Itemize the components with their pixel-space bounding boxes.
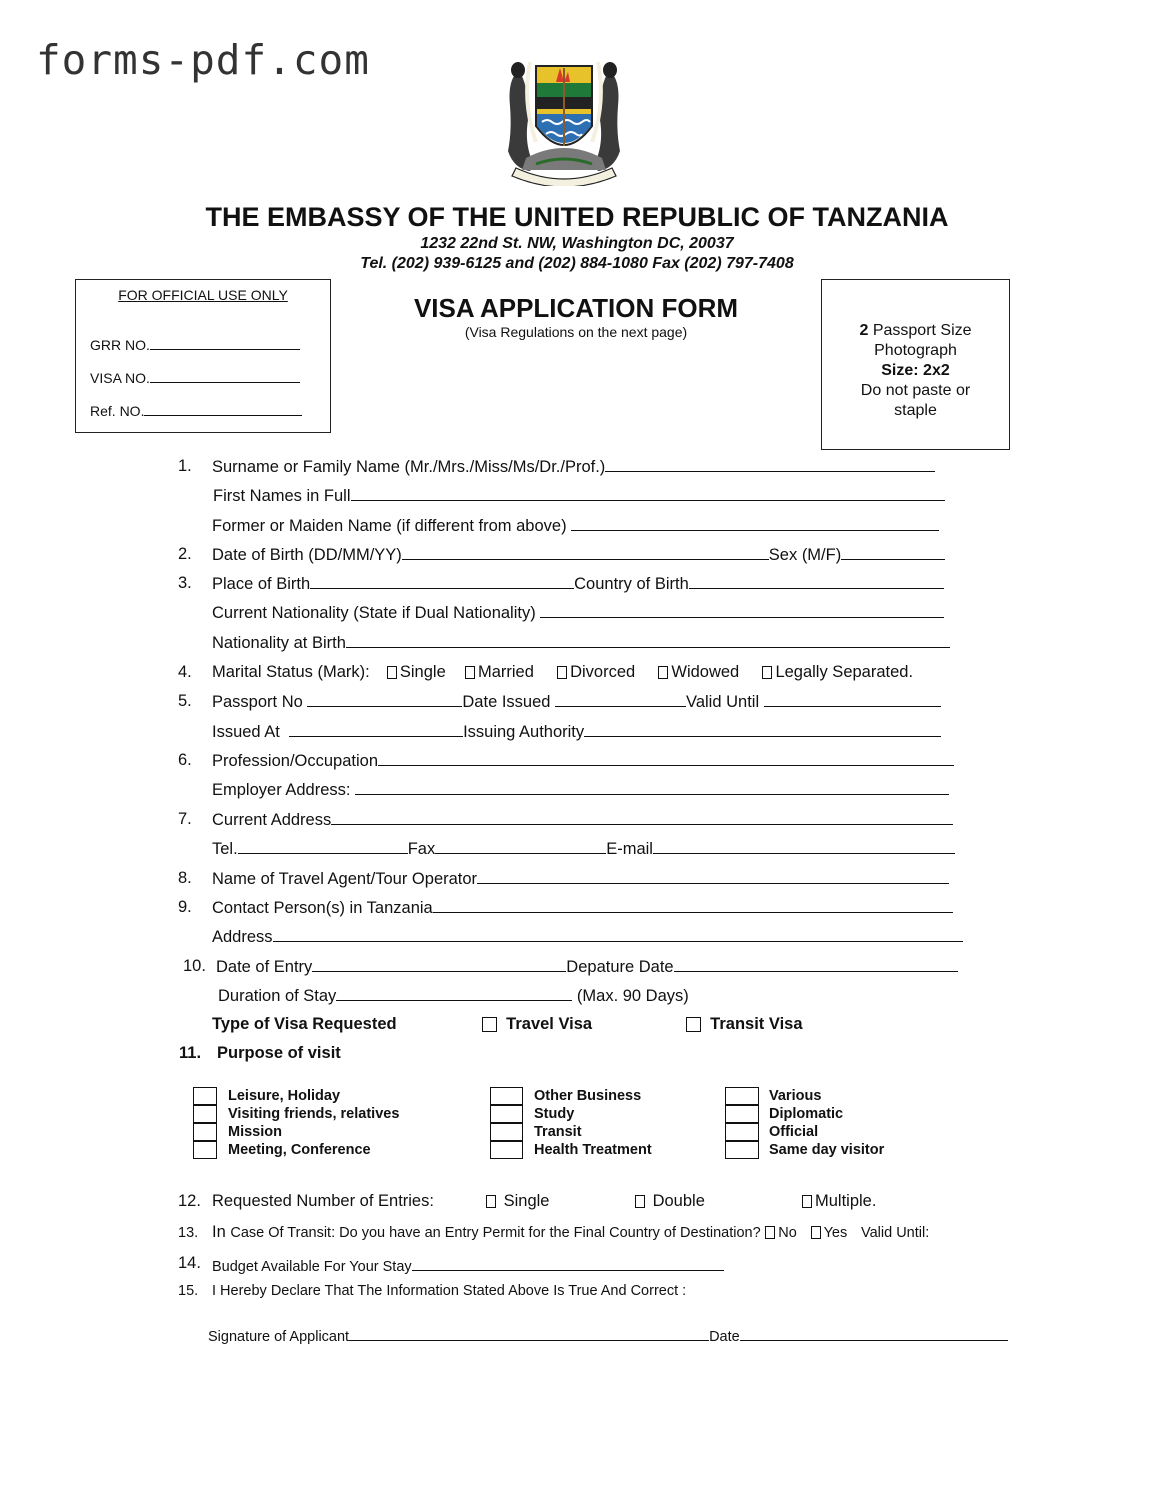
item-number: 7.: [178, 810, 192, 828]
entry-date-row[interactable]: [216, 957, 958, 977]
item-number: 11.: [179, 1044, 202, 1062]
item-number: 1.: [178, 457, 192, 475]
official-use-heading: FOR OFFICIAL USE ONLY: [118, 287, 288, 303]
coat-of-arms-emblem: [496, 46, 632, 186]
entries-single[interactable]: Single: [486, 1192, 549, 1211]
departure-date-label: Depature Date: [566, 958, 674, 976]
transit-valid-until[interactable]: Valid Until:: [861, 1225, 930, 1241]
profession-field[interactable]: Profession/Occupation: [212, 751, 954, 771]
ref-no-field[interactable]: Ref. NO.: [90, 401, 302, 419]
checkbox[interactable]: [193, 1141, 217, 1159]
transit-visa-option[interactable]: Transit Visa: [686, 1015, 803, 1034]
checkbox[interactable]: [658, 666, 668, 679]
signature-label: Signature of Applicant: [208, 1329, 350, 1345]
checkbox[interactable]: [811, 1226, 821, 1239]
sex-label: Sex (M/F): [768, 546, 842, 564]
purpose-transit: Transit: [534, 1124, 582, 1140]
fax-label: Fax: [407, 840, 436, 858]
budget-field[interactable]: Budget Available For Your Stay: [212, 1256, 724, 1275]
purpose-study: Study: [534, 1106, 575, 1122]
issued-at-label: Issued At: [212, 723, 280, 741]
marital-widowed[interactable]: Widowed: [658, 663, 739, 681]
first-names-field[interactable]: First Names in Full: [213, 486, 945, 506]
purpose-meeting: Meeting, Conference: [228, 1142, 371, 1158]
checkbox[interactable]: [725, 1105, 759, 1123]
marital-status-row: [212, 663, 913, 682]
signature-date-label: Date: [709, 1329, 740, 1345]
issuing-authority-label: Issuing Authority: [463, 723, 585, 741]
checkbox[interactable]: [387, 666, 397, 679]
photo-text-2: Photograph: [874, 342, 957, 359]
entries-label: Requested Number of Entries:: [212, 1192, 434, 1210]
item-number: 13.: [178, 1225, 199, 1241]
checkbox[interactable]: [193, 1087, 217, 1105]
date-issued-label: Date Issued: [462, 693, 551, 711]
checkbox[interactable]: [802, 1195, 812, 1208]
contact-address-field[interactable]: Address: [212, 927, 963, 947]
current-nationality-field[interactable]: Current Nationality (State if Dual Nationality): [212, 603, 944, 623]
purpose-same-day: Same day visitor: [769, 1142, 885, 1158]
transit-question: Case Of Transit: Do you have an Entry Permit for the Final Country of Destination?: [230, 1225, 761, 1241]
checkbox[interactable]: [490, 1141, 523, 1159]
embassy-title: THE EMBASSY OF THE UNITED REPUBLIC OF TANZANIA: [205, 202, 949, 232]
marital-status-label: Marital Status (Mark):: [212, 663, 370, 681]
checkbox[interactable]: [193, 1105, 217, 1123]
travel-agent-field[interactable]: Name of Travel Agent/Tour Operator: [212, 869, 949, 889]
item-number: 2.: [178, 545, 192, 563]
photo-count: 2: [859, 322, 869, 339]
checkbox[interactable]: [725, 1141, 759, 1159]
marital-single[interactable]: Single: [387, 663, 446, 681]
purpose-label: Purpose of visit: [217, 1044, 341, 1062]
checkbox[interactable]: [482, 1017, 497, 1032]
former-name-field[interactable]: Former or Maiden Name (if different from above): [212, 516, 939, 536]
issued-at-row[interactable]: [212, 722, 941, 742]
email-label: E-mail: [606, 840, 653, 858]
embassy-address: 1232 22nd St. NW, Washington DC, 20037: [420, 235, 734, 252]
item-number: 15.: [178, 1283, 199, 1299]
purpose-mission: Mission: [228, 1124, 282, 1140]
purpose-various: Various: [769, 1088, 822, 1104]
duration-field[interactable]: Duration of Stay (Max. 90 Days): [218, 987, 689, 1005]
current-address-field[interactable]: Current Address: [212, 810, 953, 830]
checkbox[interactable]: [486, 1195, 496, 1208]
watermark: forms-pdf.com: [36, 36, 370, 84]
purpose-diplomatic: Diplomatic: [769, 1106, 844, 1122]
checkbox[interactable]: [725, 1087, 759, 1105]
item-number: 4.: [178, 663, 192, 681]
checkbox[interactable]: [490, 1105, 523, 1123]
place-of-birth-field[interactable]: Place of Birth Country of Birth: [212, 574, 944, 594]
tel-label: Tel.: [212, 840, 238, 858]
nationality-at-birth-field[interactable]: Nationality at Birth: [212, 633, 950, 653]
transit-no[interactable]: No: [765, 1225, 797, 1241]
marital-married[interactable]: Married: [465, 663, 534, 681]
max-days-note: (Max. 90 Days): [576, 987, 689, 1005]
item-number: 5.: [178, 692, 192, 710]
grr-no-field[interactable]: GRR NO.: [90, 335, 300, 353]
passport-row[interactable]: [212, 692, 941, 712]
item-number: 10.: [183, 957, 206, 975]
passport-no-label: Passport No: [212, 693, 303, 711]
item-number: 3.: [178, 574, 192, 592]
checkbox[interactable]: [762, 666, 772, 679]
checkbox[interactable]: [725, 1123, 759, 1141]
photo-text-4: Do not paste or: [860, 382, 971, 399]
dob-field[interactable]: Date of Birth (DD/MM/YY) Sex (M/F): [212, 545, 945, 565]
checkbox[interactable]: [557, 666, 567, 679]
purpose-health: Health Treatment: [534, 1142, 652, 1158]
item-number: 8.: [178, 869, 192, 887]
checkbox[interactable]: [490, 1123, 523, 1141]
form-title: VISA APPLICATION FORM: [413, 293, 739, 323]
marital-legally-separated[interactable]: Legally Separated.: [762, 663, 913, 681]
form-subtitle: (Visa Regulations on the next page): [464, 324, 688, 340]
employer-address-field[interactable]: Employer Address:: [212, 780, 949, 800]
valid-until-label: Valid Until: [686, 693, 760, 711]
item-number: 6.: [178, 751, 192, 769]
purpose-other-business: Other Business: [534, 1088, 642, 1104]
surname-field[interactable]: Surname or Family Name (Mr./Mrs./Miss/Ms/Dr./Prof.): [212, 457, 935, 477]
contact-row[interactable]: [212, 839, 955, 859]
photo-text-5: staple: [894, 402, 937, 419]
checkbox[interactable]: [765, 1226, 775, 1239]
official-use-box: [75, 279, 331, 433]
country-of-birth-label: Country of Birth: [574, 575, 689, 593]
purpose-official: Official: [769, 1124, 819, 1140]
checkbox[interactable]: [465, 666, 475, 679]
checkbox[interactable]: [635, 1195, 645, 1208]
item-number: 9.: [178, 898, 192, 916]
purpose-leisure: Leisure, Holiday: [228, 1088, 341, 1104]
declaration-text: I Hereby Declare That The Information Stated Above Is True And Correct :: [212, 1283, 687, 1299]
travel-visa-option[interactable]: Travel Visa: [482, 1015, 592, 1034]
entries-double[interactable]: Double: [635, 1192, 705, 1211]
embassy-contact: Tel. (202) 939-6125 and (202) 884-1080 Fax (202) 797-7408: [360, 255, 794, 272]
checkbox[interactable]: [193, 1123, 217, 1141]
visa-type-label: Type of Visa Requested: [212, 1015, 397, 1033]
entries-multiple[interactable]: Multiple.: [802, 1192, 876, 1211]
item-number: 12.: [178, 1192, 201, 1210]
signature-row[interactable]: [208, 1326, 1008, 1345]
item-number: 14.: [178, 1254, 201, 1272]
transit-yes[interactable]: Yes: [811, 1225, 848, 1241]
transit-question-row: In Case Of Transit: Do you have an Entry Permit for the Final Country of Destination? No Yes Valid Until:: [212, 1223, 930, 1241]
checkbox[interactable]: [490, 1087, 523, 1105]
contact-person-field[interactable]: Contact Person(s) in Tanzania: [212, 898, 953, 918]
purpose-visiting: Visiting friends, relatives: [228, 1106, 400, 1122]
checkbox[interactable]: [686, 1017, 701, 1032]
date-of-entry-label: Date of Entry: [216, 958, 313, 976]
photo-text-1: Passport Size: [868, 322, 972, 339]
marital-divorced[interactable]: Divorced: [557, 663, 635, 681]
photo-size: Size: 2x2: [881, 362, 950, 379]
passport-photo-box: [821, 279, 1010, 450]
visa-no-field[interactable]: VISA NO.: [90, 368, 300, 386]
